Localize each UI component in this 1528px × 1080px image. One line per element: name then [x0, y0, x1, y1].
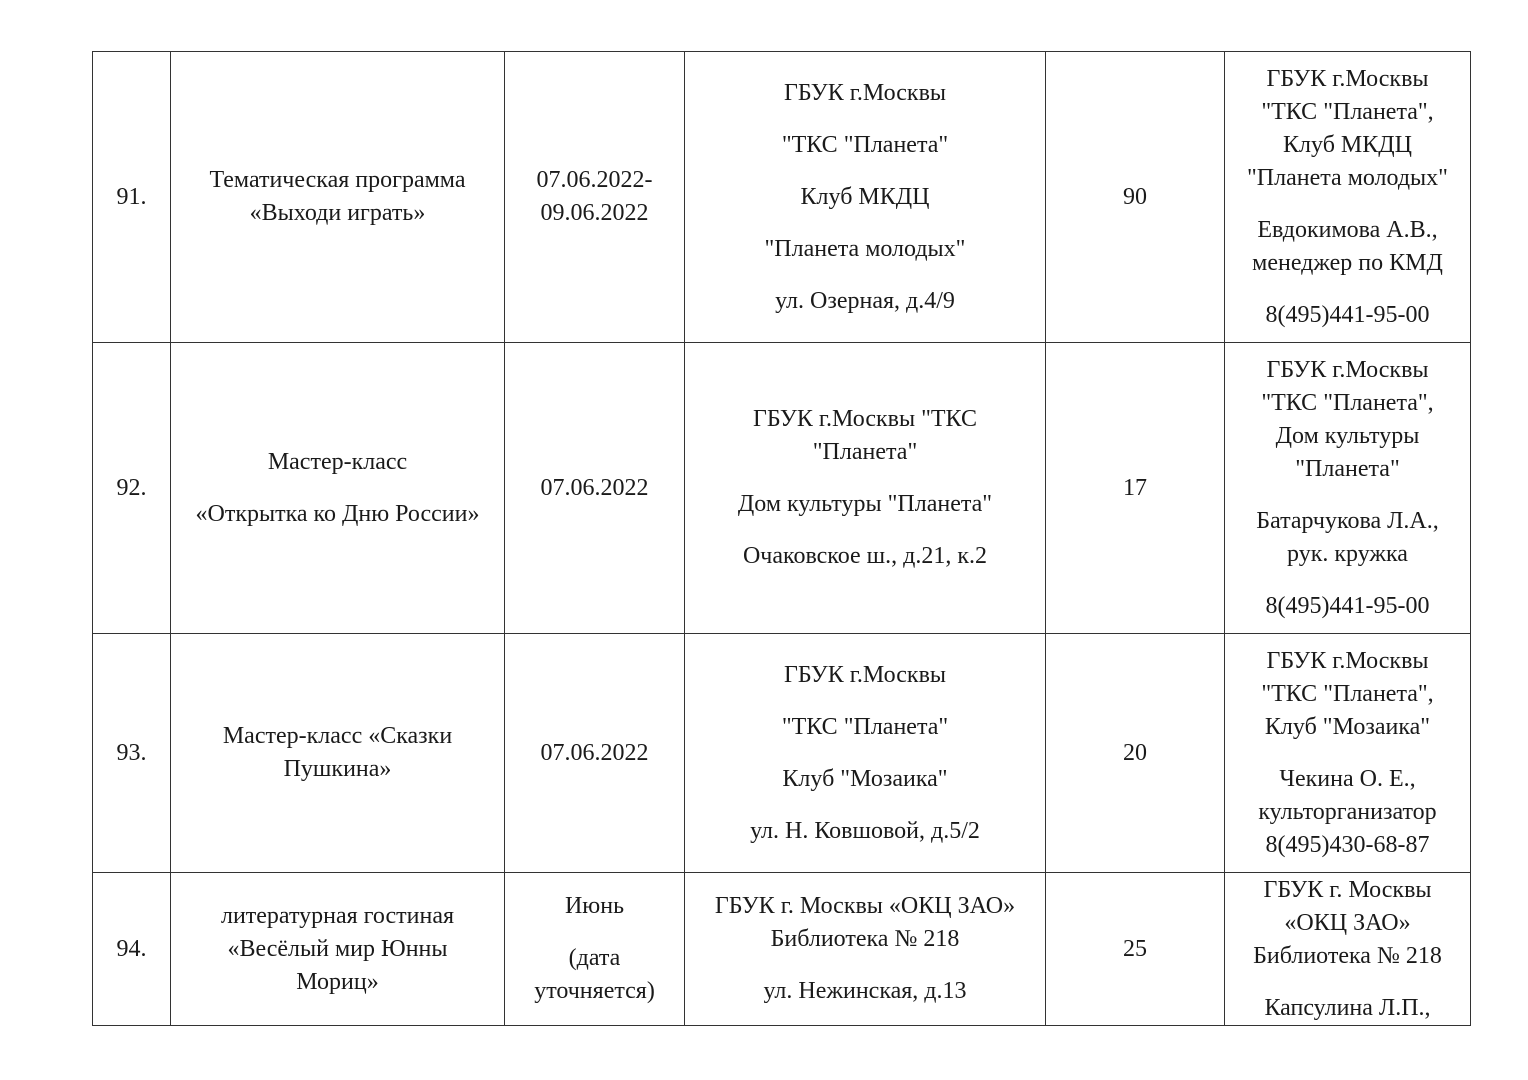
row-number: 91.: [93, 52, 171, 343]
responsible-contact: ГБУК г.Москвы "ТКС "Планета", Клуб "Мозаика" Чекина О. Е., культорганизатор 8(495)430-68-87: [1225, 634, 1471, 873]
table-row: [93, 873, 1471, 1026]
contact-person: Капсулина Л.П.,: [1264, 994, 1431, 1021]
participant-count: 20: [1046, 634, 1225, 873]
row-number: 93.: [93, 634, 171, 873]
row-number: 94.: [93, 873, 171, 1026]
contact-person: Евдокимова А.В.,: [1257, 216, 1438, 243]
responsible-contact: ГБУК г. Москвы «ОКЦ ЗАО» Библиотека № 218 Капсулина Л.П.,: [1225, 873, 1471, 1026]
contact-person: Чекина О. Е.,: [1279, 765, 1416, 792]
participant-count: 25: [1046, 873, 1225, 1026]
event-venue: ГБУК г.Москвы "ТКС "Планета" Дом культуры "Планета" Очаковское ш., д.21, к.2: [685, 343, 1046, 634]
responsible-contact: ГБУК г.Москвы "ТКС "Планета", Дом культуры "Планета" Батарчукова Л.А., рук. кружка 8(495)441-95-00: [1225, 343, 1471, 634]
event-date: 07.06.2022- 09.06.2022: [505, 52, 685, 343]
row-number: 92.: [93, 343, 171, 634]
event-title: литературная гостиная «Весёлый мир Юнны Мориц»: [171, 873, 505, 1026]
event-venue: ГБУК г.Москвы "ТКС "Планета" Клуб МКДЦ "Планета молодых" ул. Озерная, д.4/9: [685, 52, 1046, 343]
event-title: Тематическая программа «Выходи играть»: [171, 52, 505, 343]
event-date: 07.06.2022: [505, 634, 685, 873]
event-date: 07.06.2022: [505, 343, 685, 634]
contact-phone: 8(495)430-68-87: [1265, 831, 1430, 858]
event-title: Мастер-класс «Сказки Пушкина»: [171, 634, 505, 873]
contact-phone: 8(495)441-95-00: [1265, 301, 1430, 328]
events-table: [92, 51, 1471, 1026]
table-row: [93, 52, 1471, 343]
table-row: [93, 634, 1471, 873]
table-row: [93, 343, 1471, 634]
event-venue: ГБУК г.Москвы "ТКС "Планета" Клуб "Мозаика" ул. Н. Ковшовой, д.5/2: [685, 634, 1046, 873]
participant-count: 90: [1046, 52, 1225, 343]
participant-count: 17: [1046, 343, 1225, 634]
contact-person: Батарчукова Л.А.,: [1256, 507, 1439, 534]
event-venue: ГБУК г. Москвы «ОКЦ ЗАО» Библиотека № 218 ул. Нежинская, д.13: [685, 873, 1046, 1026]
event-date: Июнь (дата уточняется): [505, 873, 685, 1026]
contact-phone: 8(495)441-95-00: [1265, 592, 1430, 619]
responsible-contact: ГБУК г.Москвы "ТКС "Планета", Клуб МКДЦ "Планета молодых" Евдокимова А.В., менеджер по КМД 8(495)441-95-00: [1225, 52, 1471, 343]
event-title: Мастер-класс «Открытка ко Дню России»: [171, 343, 505, 634]
